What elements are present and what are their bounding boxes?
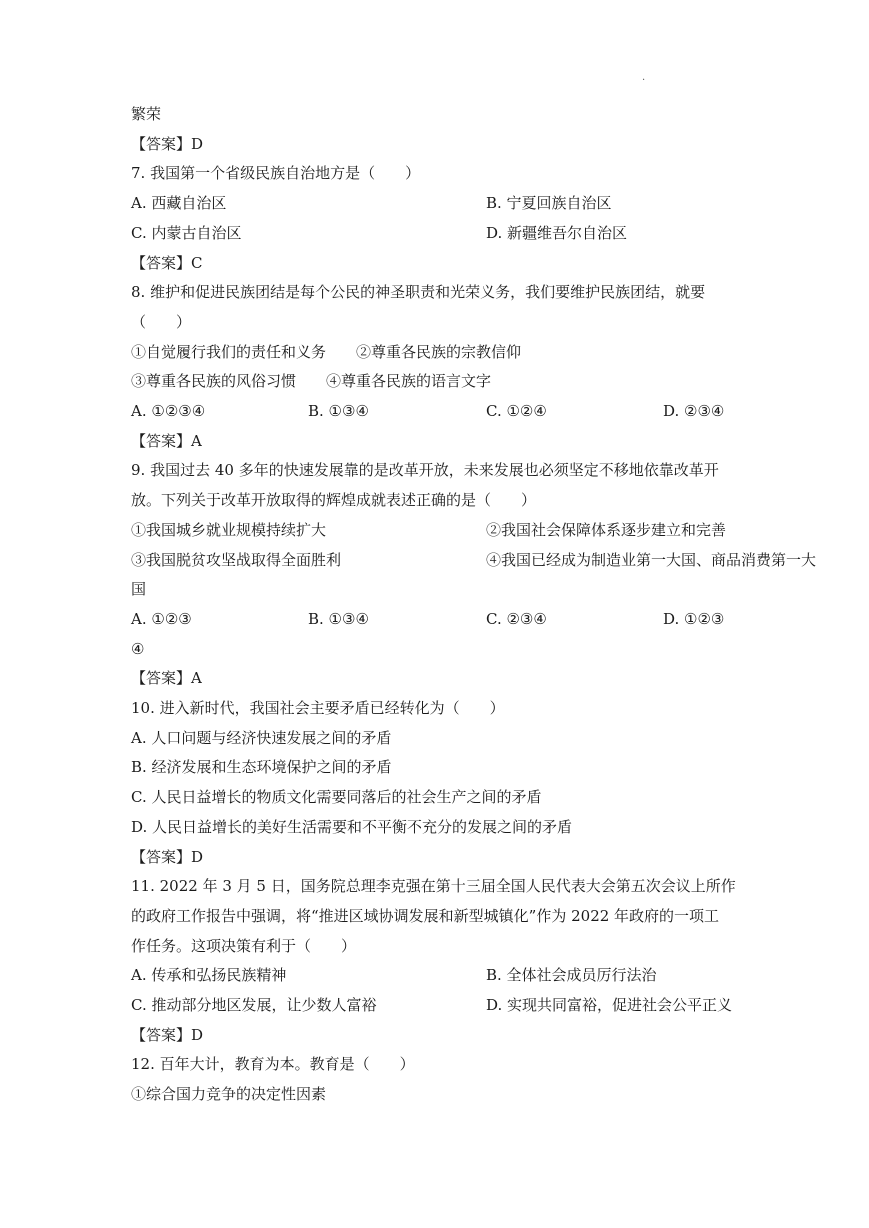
text-line: ③尊重各民族的风俗习惯 ④尊重各民族的语言文字	[131, 372, 492, 390]
text-line: 9. 我国过去 40 多年的快速发展靠的是改革开放，未来发展也必须坚定不移地依靠改革开	[131, 461, 719, 479]
top-dot: .	[642, 72, 646, 83]
text-line: 11. 2022 年 3 月 5 日，国务院总理李克强在第十三届全国人民代表大会第五次会议上所作	[131, 877, 736, 895]
text-line: 12. 百年大计，教育为本。教育是（ ）	[131, 1055, 415, 1073]
option-item: C. ①②④	[486, 402, 547, 420]
text-line: C. 人民日益增长的物质文化需要同落后的社会生产之间的矛盾	[131, 788, 542, 806]
option-column: ①我国城乡就业规模持续扩大	[131, 521, 327, 539]
text-line: 【答案】A	[131, 432, 202, 450]
option-item: B. ①③④	[308, 402, 369, 420]
text-line: （ ）	[131, 313, 192, 331]
text-line: D. 人民日益增长的美好生活需要和不平衡不充分的发展之间的矛盾	[131, 818, 573, 836]
text-line: 繁荣	[131, 105, 162, 123]
option-item: C. ②③④	[486, 610, 547, 628]
option-column: C. 内蒙古自治区	[131, 224, 242, 242]
option-column: A. 西藏自治区	[131, 194, 227, 212]
option-item: A. ①②③④	[131, 402, 206, 420]
text-line: 10. 进入新时代，我国社会主要矛盾已经转化为（ ）	[131, 699, 505, 717]
option-item: A. ①②③	[131, 610, 192, 628]
option-column: D. 实现共同富裕，促进社会公平正义	[486, 996, 733, 1014]
text-line: 国	[131, 580, 147, 598]
text-line: ①自觉履行我们的责任和义务 ②尊重各民族的宗教信仰	[131, 343, 522, 361]
option-column: A. 传承和弘扬民族精神	[131, 966, 287, 984]
text-line: B. 经济发展和生态环境保护之间的矛盾	[131, 758, 392, 776]
option-item: D. ①②③	[663, 610, 725, 628]
text-line: 7. 我国第一个省级民族自治地方是（ ）	[131, 164, 421, 182]
text-line: 【答案】C	[131, 254, 203, 272]
text-line: ④	[131, 640, 145, 658]
text-line: 【答案】D	[131, 135, 204, 153]
option-column: B. 宁夏回族自治区	[486, 194, 612, 212]
option-item: B. ①③④	[308, 610, 369, 628]
option-column: B. 全体社会成员厉行法治	[486, 966, 657, 984]
text-line: ①综合国力竞争的决定性因素	[131, 1085, 327, 1103]
text-line: 【答案】D	[131, 848, 204, 866]
option-column: ②我国社会保障体系逐步建立和完善	[486, 521, 727, 539]
text-line: 【答案】D	[131, 1026, 204, 1044]
text-line: 的政府工作报告中强调，将“推进区域协调发展和新型城镇化”作为 2022 年政府的一项工	[131, 907, 720, 925]
text-line: 8. 维护和促进民族团结是每个公民的神圣职责和光荣义务，我们要维护民族团结，就要	[131, 283, 706, 301]
option-column: C. 推动部分地区发展，让少数人富裕	[131, 996, 377, 1014]
option-column: ③我国脱贫攻坚战取得全面胜利	[131, 551, 342, 569]
text-line: 【答案】A	[131, 669, 202, 687]
text-line: A. 人口问题与经济快速发展之间的矛盾	[131, 729, 392, 747]
option-column: D. 新疆维吾尔自治区	[486, 224, 628, 242]
option-item: D. ②③④	[663, 402, 725, 420]
option-column: ④我国已经成为制造业第一大国、商品消费第一大	[486, 551, 817, 569]
text-line: 放。下列关于改革开放取得的辉煌成就表述正确的是（ ）	[131, 491, 537, 509]
text-line: 作任务。这项决策有利于（ ）	[131, 937, 357, 955]
